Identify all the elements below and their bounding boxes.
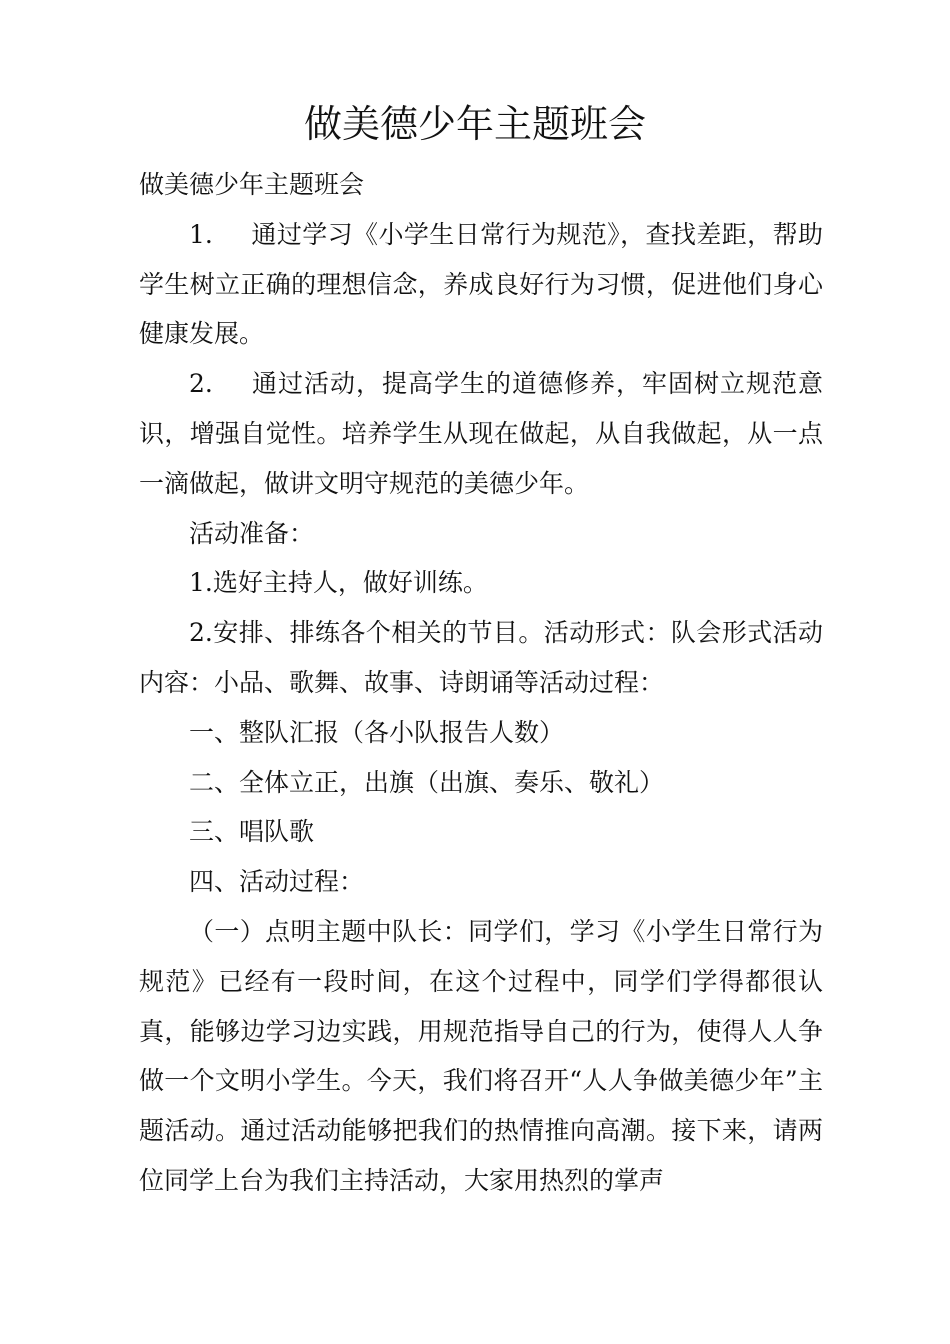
preparation-heading: 活动准备： [189,518,315,548]
document-subtitle: 做美德少年主题班会 [139,170,365,199]
closing-paragraph: （一）点明主题中队长：同学们，学习《小学生日常行为规范》已经有一段时间，在这个过程中，同学们学得都很认真，能够边学习边实践，用规范指导自己的行为，使得人人争做一个文明小学生。今天，我们将召开“人人争做美德少年”主题活动。通过活动能够把我们的热情推向高潮。接下来，请两位同学上台为我们主持活动，大家用热烈的掌声 [139,916,823,1195]
process-step: 四、活动过程： [189,867,365,897]
goal-number: 1. [189,219,213,249]
preparation-item: 1.选好主持人，做好训练。 [189,568,488,598]
goal-text: 通过学习《小学生日常行为规范》，查找差距，帮助学生树立正确的理想信念，养成良好行为习惯，促进他们身心健康发展。 [139,219,823,349]
goal-paragraph-2 [139,359,823,508]
process-step: 二、全体立正，出旗（出旗、奏乐、敬礼） [189,767,665,797]
preparation-item: 2.安排、排练各个相关的节目。活动形式：队会形式活动内容：小品、歌舞、故事、诗朗诵等活动过程： [139,618,823,697]
document-body [139,160,823,1206]
process-step: 三、唱队歌 [189,817,315,847]
document-title: 做美德少年主题班会 [303,102,646,146]
goal-text: 通过活动，提高学生的道德修养，牢固树立规范意识，增强自觉性。培养学生从现在做起，从自我做起，从一点一滴做起，做讲文明守规范的美德少年。 [139,369,823,498]
goal-number: 2. [189,369,213,399]
goal-paragraph-1 [139,210,823,359]
process-step: 一、整队汇报（各小队报告人数） [189,717,565,747]
